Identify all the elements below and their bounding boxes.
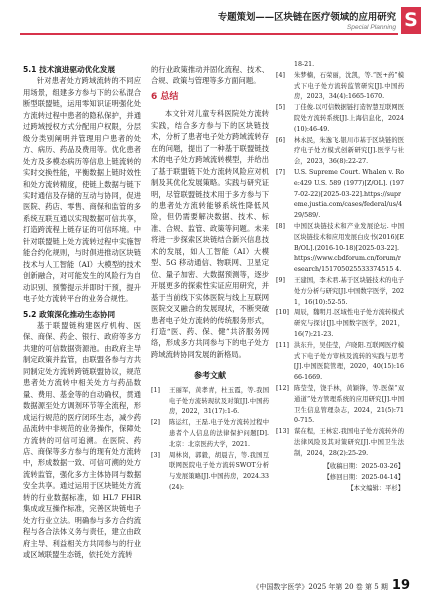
- reference-text: 洪东升，吴佳莹，卢晓阳.互联网医疗模式下电子处方审核及流转的实践与思考[J].中国医院管理，2020，40(15):1666-1669.: [294, 341, 404, 382]
- paragraph-continued: 的行业政策推动并固化流程、技术、合规、政策与管理等多方面问题。: [151, 65, 269, 86]
- section-heading-5-1: 5.1 技术演进驱动优化发展: [23, 65, 116, 74]
- reference-text: 王丽军，黄孝青，杜玉霞，等.我国电子处方流转现状及对策[J].中国药房，2022，31(17):1-6.: [169, 386, 269, 416]
- reference-item: [276, 341, 404, 384]
- journal-citation: 《中国数字医学》2025 年第 20 卷 第 5 期: [252, 583, 388, 591]
- reference-number: [276, 60, 294, 71]
- reference-number: [7]: [276, 168, 285, 176]
- references-title: 参考文献: [194, 371, 226, 381]
- reference-number: [1]: [151, 386, 160, 394]
- reference-text: 朱梦楠，石荣丽，沈凯，等.“医+药”模式下电子处方流转监管研究[J].中国药房，2023，34(4):1665-1670.: [294, 71, 404, 101]
- paragraph-5-2: 基于联盟链构建医疗机构、医保、商保、药企、银行、政府等多方共建的可信数据资源池。由政府主导制定政策并监管，由联盟各参与方共同制定处方流转跨链联盟协议，规范患者处方流转中相关处方与药品数量、费用、基金等的自动确权，贯通数据源至处方调剂环节等全流程，形成运行规范的医疗闭环生态，减少药品流转中非规范的业务操作，保障处方流转的可信可追溯。在医院、药店、商保等多方参与的现有处方流转中，形成数据一致、可信可溯的处方流转监管，强化多方主体协同与数据安全共享。通过运用于区块链处方流转的行业数据标准，如 HL7 FHIR 集成或互操作标准，完善区块链电子处方行业立法。明确参与多方合约流程与各合法体义务与责任，建立由政府主导、利益相关方共同参与的行业或区域联盟生态链，依托处方流转: [23, 320, 141, 560]
- reference-text: 陈莹莹，饶手林，黄颖锋，等.医保“双通道”处方管理系统的应用研究[J].中国卫生信息管理杂志，2024，21(5):710-715.: [294, 384, 404, 425]
- reference-number: [8]: [276, 222, 285, 230]
- reference-number: [4]: [276, 71, 285, 79]
- reference-text: 周辰，魏明月.区域性电子处方流转模式研究与探讨[J].中国数字医学，2021，16(7):21-23.: [294, 309, 404, 338]
- reference-text: 18-21.: [294, 61, 315, 68]
- column-left: [23, 64, 141, 560]
- reference-number: [6]: [276, 136, 285, 144]
- reference-item: [276, 222, 404, 276]
- reference-text: 中国区块链技术和产业发展论坛. 中国区块链技术和应用发展白皮书(2016)[EB/OL].(2016-10-18)[2025-03-22]. https://www.cbdforum.cn/forum/research/151705025533374515 4.: [294, 222, 404, 274]
- reference-text: U.S. Supreme Court. Whalen v. Roe:429 U.S. 589 (1977)[Z/OL]. (1977-02-22)[2025-03-22].https://supreme.justia.com/cases/federal/us/429/589/.: [294, 168, 404, 220]
- reference-item: [151, 451, 269, 494]
- article-dates: [276, 462, 404, 494]
- column-right: [276, 60, 404, 494]
- reference-item: [276, 427, 404, 459]
- reference-item: [276, 60, 404, 71]
- reference-text: 陈运红，王磊.电子处方流转过程中患者个人信息的法律保护问题[D].北京：北京医药大学，2021.: [169, 419, 269, 448]
- reference-item: [151, 418, 269, 450]
- reference-text: 谋在程，王林宏.我国电子处方流转外的法律风险及其对策研究[J].中国卫生法制，2024，28(2):25-29.: [294, 428, 404, 457]
- page-footer: [252, 578, 410, 593]
- reference-item: [276, 136, 404, 168]
- reference-text: 丁佳俊.以可信数据链打造智慧互联网医院处方流转系统[J].上海信息化，2024(10):46-49.: [294, 104, 404, 133]
- reference-item: [151, 386, 269, 418]
- section-heading-5-2: 5.2 政策深化推动生态协同: [23, 309, 116, 319]
- received-date: 【收稿日期：2025-03-26】: [323, 463, 404, 471]
- reference-number: [2]: [151, 419, 160, 427]
- reference-text: 林永民，朱逸飞.银川市基于区块链的医疗电子处方模式创新研究[J].医学与社会，2023，36(8):22-27.: [294, 136, 404, 166]
- reference-item: [276, 384, 404, 427]
- reference-item: [276, 168, 404, 222]
- running-header-title: 专题策划——区块链在医疗领域的应用研究: [217, 12, 396, 23]
- paragraph-conclusion: 本文针对儿童专科医院处方流转实践，结合多方参与下的区块链技术，分析了患者电子处方跨域流转存在的问题，提出了一种基于联盟链技术的电子处方跨域流转模型，并给出了基于联盟链下处方流转风险应对机制及其优化发展策略。实践与研究证明，尽管联盟链技术用于多方参与下的患者处方流转能够系统性降低风险，但仍需要解决数据、技术、标准、合规、监管、政策等问题。未来将进一步探索区块链结合新兴信息技术的发展，如人工智能（AI）大模型、5G 移动通信、物联网、卫星定位、量子加密、大数据预测等，逐步开展更多的探索性实证应用研究，并基于当前线下实体医院与线上互联网医院交叉融合的发展现状，不断突破患者电子处方流转的传统服务形式，打造“医、药、保、健”共济服务网络，形成多方共同参与下的电子处方跨域流转协同发展的新格局。: [151, 109, 269, 359]
- reference-item: [276, 103, 404, 135]
- reference-item: [276, 71, 404, 103]
- editor-credit: 【本文编辑：平杉】: [347, 484, 404, 492]
- reference-number: [5]: [276, 104, 285, 112]
- reference-item: [276, 308, 404, 340]
- reference-item: [276, 276, 404, 308]
- reference-text: 周林岗，郭毅，胡晨吉，等.我国互联网医院电子处方流转SWOT分析与发展策略[J].中国药房，2024.33(24):: [169, 451, 269, 491]
- reference-number: [10]: [276, 309, 289, 317]
- reference-number: [9]: [276, 276, 285, 284]
- section-heading-6: 6 总结: [151, 91, 179, 102]
- reference-number: [11]: [276, 341, 289, 349]
- reference-list-middle: [151, 386, 269, 494]
- page-number: 19: [391, 578, 410, 593]
- reference-list-right: [276, 60, 404, 459]
- column-middle: [151, 64, 269, 494]
- reference-text: 王建国，李术君.基于区块链技术的电子处方分析与研究[J].中国数字医学，2021，16(10):52-55.: [294, 276, 404, 306]
- running-header-subtitle: Special Planning: [346, 24, 396, 31]
- header-rule: [20, 33, 398, 35]
- reference-number: [3]: [151, 451, 160, 459]
- reference-number: [13]: [276, 428, 289, 436]
- revised-date: 【修回日期：2025-04-14】: [323, 474, 404, 482]
- reference-number: [12]: [276, 384, 289, 392]
- paragraph-5-1: 针对患者处方跨域流转的不同应用场景，组建多方参与下的公私混合断型联盟链，运用零知识证明强化处方流转过程中患者的隐私保护，并通过跨域授权方式分配用户权限，分层级分类别阐明并管理用户患者的处方、病历、药品及费用等。优化患者处方及多模态病历等信息上链流转的实时交换性能，平衡数据上链时效性和处方流转精度，使链上数据与链下实时通信及存储的互动与协同，促进医院、药店、零售、商保和监管的多系统互联互通以实现数据可信共享，打造跨流程上链存证的可信环境。中针对联盟链上处方流转过程中实施智能合约化规则，与时俱进推动区块链技术与人工智能（AI）大模型的技术创新融合，对可能发生的风险行为自动识别、预警提示并即时干预，提升电子处方流转平台的业务合规性。: [23, 76, 141, 304]
- section-logo-icon: S: [401, 7, 421, 34]
